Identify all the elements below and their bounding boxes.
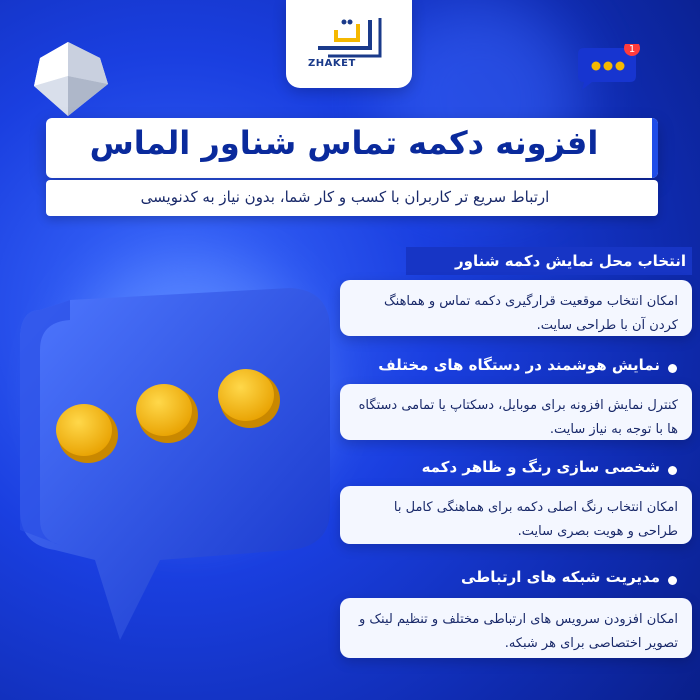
feature-card (340, 486, 692, 544)
feature-title: انتخاب محل نمایش دکمه شناور (455, 252, 686, 270)
diamond-icon (20, 36, 116, 120)
bullet-dot (668, 364, 677, 373)
feature-card (340, 384, 692, 440)
feature-title: نمایش هوشمند در دستگاه های مختلف (378, 356, 660, 374)
bullet-dot (668, 466, 677, 475)
chat-bubble-icon (0, 260, 345, 640)
feature-description: امکان انتخاب موقعیت قرارگیری دکمه تماس و هماهنگ کردن آن با طراحی سایت. (384, 294, 678, 333)
page-title: افزونه دکمه تماس شناور الماس (89, 124, 599, 162)
feature-card (340, 598, 692, 658)
bullet-dot (668, 576, 677, 585)
feature-card (340, 280, 692, 336)
chat-notification-icon (572, 44, 642, 90)
brand-text: ZHAKET (308, 58, 356, 69)
feature-title: شخصی سازی رنگ و ظاهر دکمه (421, 458, 660, 476)
brand-logo (286, 0, 412, 88)
title-accent-bar (652, 118, 658, 178)
page-subtitle: ارتباط سریع تر کاربران با کسب و کار شما، بدون نیاز به کدنویسی (140, 188, 550, 206)
feature-description: کنترل نمایش افزونه برای موبایل، دسکتاپ یا تمامی دستگاه ها با توجه به نیاز سایت. (358, 398, 678, 437)
feature-description: امکان انتخاب رنگ اصلی دکمه برای هماهنگی کامل با طراحی و هویت بصری سایت. (393, 500, 678, 539)
subtitle-card (46, 180, 658, 216)
notification-count: 1 (628, 44, 636, 55)
feature-title: مدیریت شبکه های ارتباطی (460, 568, 660, 586)
title-card (46, 118, 658, 178)
feature-description: امکان افزودن سرویس های ارتباطی مختلف و تنظیم لینک و تصویر اختصاصی برای هر شبکه. (359, 612, 678, 651)
